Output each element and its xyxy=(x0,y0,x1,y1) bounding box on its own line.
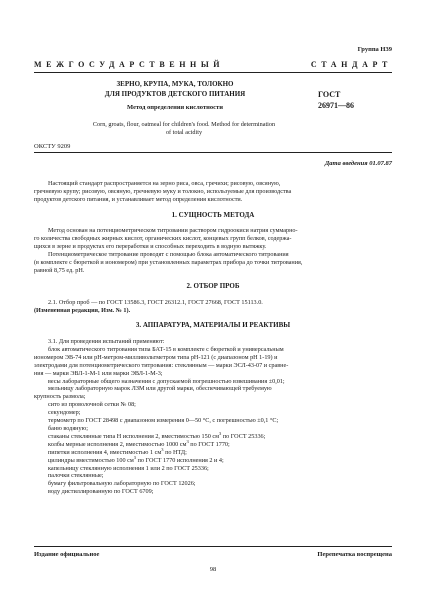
paragraph-line: Метод основан на потенциометрическом титровании раствором гидроокиси натрия суммарно- xyxy=(48,227,298,234)
superscript: 3 xyxy=(219,430,222,436)
intro-line: Настоящий стандарт распространяется на зерно риса, овса, гречихи; рисовую, овсяную, xyxy=(48,180,281,187)
page-number: 98 xyxy=(209,566,217,573)
method-title: Метод определения кислотности xyxy=(127,104,223,111)
paragraph-line: Потенциометрическое титрование проводят с помощью блока автоматического титрования xyxy=(48,250,289,258)
paragraph-line: палочки стеклянные; xyxy=(48,472,104,480)
amendment-note: (Измененная редакция, Изм. № 1). xyxy=(34,306,131,314)
paragraph-line: термометр по ГОСТ 28498 с диапазоном измерения 0—50 °С, с погрешностью ±0,1 °С; xyxy=(48,417,279,425)
intro-paragraph xyxy=(34,180,392,204)
gost-number: 26971—86 xyxy=(318,100,354,110)
section-2-heading: 2. ОТБОР ПРОБ xyxy=(186,282,240,290)
banner-word-1: МЕЖГОСУДАРСТВЕННЫЙ xyxy=(34,60,225,69)
banner-word-2: СТАНДАРТ xyxy=(310,60,392,69)
paragraph-line: мельницу лабораторную марок ЛЗМ или другой марки, обеспечивающей требуемую xyxy=(48,385,272,393)
intro-line: гречневую крупу; рисовую, овсяную, гречневую муку и толокно, используемые для производства xyxy=(34,187,292,195)
text-run: стаканы стеклянные типа Н исполнения 2, вместимостью 150 см xyxy=(48,432,220,440)
footer-rule xyxy=(34,546,392,547)
title-line-1: ЗЕРНО, КРУПА, МУКА, ТОЛОКНО xyxy=(116,80,234,88)
document-title xyxy=(60,80,290,113)
section-1-body xyxy=(34,227,392,274)
text-run: по ГОСТ 1770; xyxy=(188,440,230,448)
paragraph-line: блок автоматического титрования типа БАТ-15 в комплекте с бюреткой и универсальным xyxy=(48,345,284,353)
gost-label: ГОСТ xyxy=(318,90,341,99)
text-run: пипетки исполнения 4, вместимостью 1 см xyxy=(48,448,162,456)
official-edition-note: Издание официальное xyxy=(34,551,100,558)
title-line-2: ДЛЯ ПРОДУКТОВ ДЕТСКОГО ПИТАНИЯ xyxy=(104,89,246,98)
date-introduced: Дата введения 01.07.87 xyxy=(324,160,392,167)
paragraph-line: 3.1. Для проведения испытаний применяют: xyxy=(48,338,165,345)
intro-line: продуктов детского питания, и устанавливает метод определения кислотности. xyxy=(34,195,243,203)
superscript: 3 xyxy=(161,446,164,452)
okstu-code: ОКСТУ 9209 xyxy=(34,143,71,150)
paragraph-line: равной 8,75 ед. pH. xyxy=(34,266,85,274)
gost-designation xyxy=(318,90,354,111)
paragraph-line xyxy=(34,430,392,441)
text-run: цилиндры вместимостью 100 см xyxy=(48,456,134,464)
paragraph-line: электродами для потенциометрического титрования: стеклянным — марки ЭСЛ-43-07 и сравне- xyxy=(34,361,289,369)
paragraph-line: (в комплекте с бюреткой и иономером) при установленных параметрах прибора до точки титрования, xyxy=(34,258,303,266)
paragraph-line xyxy=(34,454,392,465)
section-3-heading: 3. АППАРАТУРА, МАТЕРИАЛЫ И РЕАКТИВЫ xyxy=(135,321,291,329)
section-3-body xyxy=(34,338,392,496)
paragraph-line xyxy=(34,438,392,449)
paragraph-line: капельницу стеклянную исполнения 1 или 2 по ГОСТ 25336; xyxy=(48,464,209,472)
paragraph-line: воду дистиллированную по ГОСТ 6709; xyxy=(48,488,154,496)
paragraph-line: баню водяную; xyxy=(48,424,88,432)
superscript: 3 xyxy=(133,454,137,460)
paragraph-line: го количества свободных жирных кислот, органических кислот, концевых групп белков, содержа- xyxy=(34,234,292,242)
superscript: 3 xyxy=(186,438,189,444)
standard-banner xyxy=(34,60,392,69)
paragraph-line: щихся в зерне и продуктах его переработки и способных переходить в водную вытяжку. xyxy=(34,242,267,250)
group-code: Группа Н39 xyxy=(357,46,392,53)
text-run: колбы мерные исполнения 2, вместимостью 1000 см xyxy=(48,440,187,448)
english-title-line-1: Corn, groats, flour, oatmeal for children's food. Method for determination xyxy=(92,121,276,128)
text-run: по ГОСТ 1770 исполнения 2 и 4; xyxy=(136,456,224,464)
section-2-body xyxy=(34,299,392,315)
paragraph-line: весы лабораторные общего назначения с допускаемой погрешностью взвешивания ±0,01; xyxy=(48,377,285,385)
paragraph-line: бумагу фильтровальную лабораторную по ГОСТ 12026; xyxy=(48,480,196,488)
text-run: по ГОСТ 25336; xyxy=(221,432,266,440)
paragraph-line: крупность размола; xyxy=(34,393,86,401)
english-title xyxy=(64,121,304,138)
paragraph-line: секундомер; xyxy=(48,409,81,417)
paragraph-line: 2.1. Отбор проб — по ГОСТ 13586.3, ГОСТ 26312.1, ГОСТ 27668, ГОСТ 15113.0. xyxy=(48,299,263,306)
paragraph-line: иономером ЭВ-74 или pH-метром-милливольтметром типа pH-121 (с диапазоном pH 1-19) и xyxy=(34,353,278,361)
text-run: по НТД; xyxy=(163,448,187,456)
paragraph-line xyxy=(34,446,392,457)
top-rule xyxy=(34,72,392,73)
reprint-prohibited-note: Перепечатка воспрещена xyxy=(317,551,392,558)
english-title-line-2: of total acidity xyxy=(165,129,203,137)
paragraph-line: сито из проволочной сетки № 08; xyxy=(48,401,136,409)
paragraph-line: ния — марки ЭВЛ-1-М-1 или марки ЭВЛ-1-М-3; xyxy=(34,369,163,377)
okstu-rule xyxy=(34,152,392,153)
section-1-heading: 1. СУЩНОСТЬ МЕТОДА xyxy=(171,211,255,219)
